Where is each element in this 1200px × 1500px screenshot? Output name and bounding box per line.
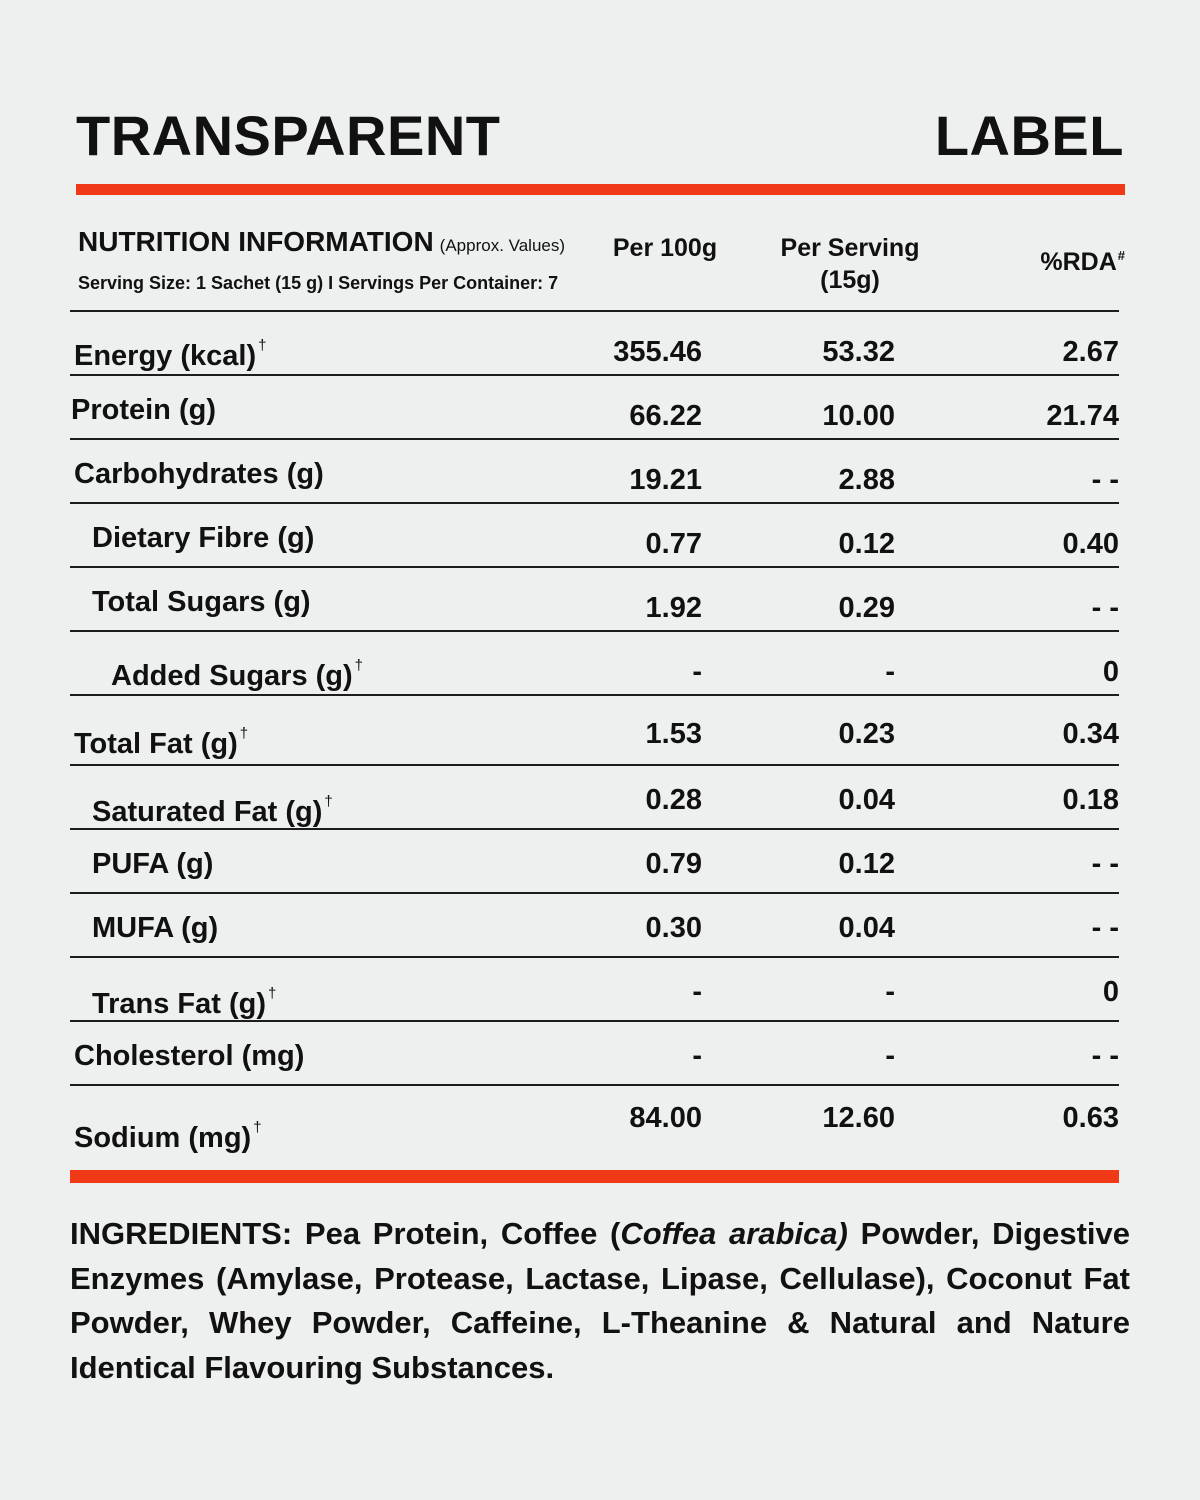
nutrient-name-text: Sodium (mg) — [74, 1122, 252, 1154]
value-per-100g: 19.21 — [629, 464, 702, 496]
top-accent-rule — [76, 184, 1125, 195]
table-row — [70, 310, 1119, 374]
table-row — [70, 566, 1119, 630]
value-per-serving: 2.88 — [838, 464, 895, 496]
column-header-rda — [1010, 240, 1125, 278]
value-per-serving: 0.04 — [838, 912, 895, 944]
nutrient-name: PUFA (g) — [92, 848, 214, 880]
nutrient-name — [74, 1110, 262, 1156]
dagger-mark: † — [253, 1119, 262, 1136]
column-header-per-serving-line1: Per Serving — [780, 234, 920, 262]
nutrient-name: Cholesterol (mg) — [74, 1040, 305, 1072]
table-row — [70, 374, 1119, 438]
value-rda: 0.18 — [1062, 784, 1119, 816]
ingredients-text — [70, 1212, 1130, 1390]
serving-info: Serving Size: 1 Sachet (15 g) I Servings Per Container: 7 — [78, 273, 559, 293]
headline-left: TRANSPARENT — [76, 104, 501, 167]
value-rda: 2.67 — [1062, 336, 1119, 368]
value-per-serving: 0.12 — [838, 528, 895, 560]
dagger-mark: † — [268, 985, 277, 1002]
table-row — [70, 502, 1119, 566]
table-row — [70, 1084, 1119, 1166]
table-row — [70, 764, 1119, 828]
ingredients-label: INGREDIENTS: — [70, 1216, 293, 1251]
value-rda: 0.40 — [1062, 528, 1119, 560]
value-per-serving: 10.00 — [822, 400, 895, 432]
value-per-100g: - — [692, 976, 702, 1008]
nutrient-name — [92, 784, 333, 830]
nutrient-name-text: Total Fat (g) — [74, 728, 238, 760]
value-rda: - - — [1091, 1040, 1119, 1072]
column-header-per-100g: Per 100g — [612, 234, 718, 262]
bottom-accent-rule — [70, 1170, 1119, 1183]
table-row — [70, 694, 1119, 764]
nutrition-table — [70, 310, 1119, 1166]
value-per-100g: 0.77 — [645, 528, 702, 560]
value-per-serving: 12.60 — [822, 1102, 895, 1134]
nutrient-name — [74, 328, 266, 374]
value-rda: - - — [1091, 592, 1119, 624]
value-per-100g: 355.46 — [613, 336, 702, 368]
ingredients-italic: Coffea arabica) — [620, 1216, 848, 1251]
value-rda: - - — [1091, 912, 1119, 944]
ingredients-part2: Powder, Digestive Enzymes (Amylase, Protease, Lactase, Lipase, Cellulase), Coconut Fat Powder, Whey Powder, Caffeine, L-Theanine & Natural and Nature Identical Flavouring Substances. — [70, 1216, 1130, 1385]
column-header-per-serving-line2: (15g) — [820, 266, 880, 294]
value-rda: 0.63 — [1062, 1102, 1119, 1134]
nutrient-name-text: Added Sugars (g) — [111, 660, 353, 692]
value-per-100g: - — [692, 1040, 702, 1072]
nutrient-name: MUFA (g) — [92, 912, 219, 944]
table-row — [70, 956, 1119, 1020]
value-per-serving: 0.04 — [838, 784, 895, 816]
nutrient-name-text: Energy (kcal) — [74, 340, 257, 372]
column-header-rda-text: %RDA — [1040, 248, 1117, 276]
dagger-mark: † — [258, 337, 267, 354]
nutrient-name — [74, 716, 248, 762]
value-per-serving: 0.23 — [838, 718, 895, 750]
nutrient-name: Total Sugars (g) — [92, 586, 311, 618]
value-per-100g: 84.00 — [629, 1102, 702, 1134]
nutrient-name-text: Saturated Fat (g) — [92, 796, 323, 828]
table-row — [70, 828, 1119, 892]
nutrient-name-text: Trans Fat (g) — [92, 988, 267, 1020]
headline-right: LABEL — [934, 104, 1124, 167]
value-per-100g: 0.28 — [645, 784, 702, 816]
value-rda: - - — [1091, 464, 1119, 496]
ingredients-part1: Pea Protein, Coffee ( — [304, 1216, 621, 1251]
value-per-100g: - — [692, 656, 702, 688]
value-per-100g: 0.30 — [645, 912, 702, 944]
table-row — [70, 438, 1119, 502]
table-row — [70, 630, 1119, 694]
value-per-serving: - — [885, 656, 895, 688]
value-per-serving: - — [885, 976, 895, 1008]
value-per-serving: 0.29 — [838, 592, 895, 624]
nutrient-name: Protein (g) — [71, 394, 216, 426]
nutrition-title-text: NUTRITION INFORMATION — [78, 226, 434, 257]
table-row — [70, 892, 1119, 956]
nutrient-name: Carbohydrates (g) — [74, 458, 324, 490]
value-per-100g: 1.92 — [645, 592, 702, 624]
value-per-serving: - — [885, 1040, 895, 1072]
nutrition-title — [78, 224, 565, 264]
approx-values-note: (Approx. Values) — [439, 236, 566, 255]
nutrient-name — [111, 648, 363, 694]
dagger-mark: † — [354, 657, 364, 674]
value-rda: 0 — [1102, 656, 1119, 688]
nutrient-name — [92, 976, 276, 1022]
value-rda: 21.74 — [1046, 400, 1119, 432]
value-rda: 0 — [1102, 976, 1119, 1008]
value-per-100g: 66.22 — [629, 400, 702, 432]
value-per-serving: 0.12 — [838, 848, 895, 880]
value-rda: 0.34 — [1062, 718, 1119, 750]
table-row — [70, 1020, 1119, 1084]
rda-footnote-mark: # — [1117, 248, 1125, 263]
column-header-per-serving — [765, 232, 935, 296]
value-per-100g: 0.79 — [645, 848, 702, 880]
value-rda: - - — [1091, 848, 1119, 880]
nutrient-name: Dietary Fibre (g) — [92, 522, 315, 554]
dagger-mark: † — [324, 793, 333, 810]
value-per-serving: 53.32 — [822, 336, 895, 368]
value-per-100g: 1.53 — [645, 718, 702, 750]
dagger-mark: † — [239, 725, 249, 742]
